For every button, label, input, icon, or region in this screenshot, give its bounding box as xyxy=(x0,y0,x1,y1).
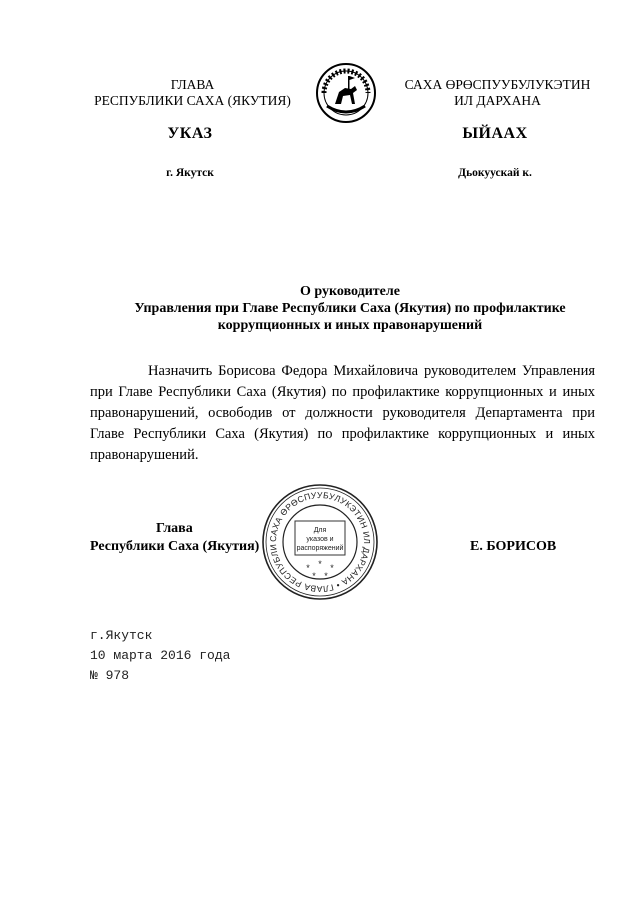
city-left: г. Якутск xyxy=(166,167,214,179)
footer-place: г.Якутск xyxy=(90,628,153,643)
stamp-seal-icon xyxy=(261,483,379,601)
stamp-center-line1: Для xyxy=(313,527,327,534)
official-stamp xyxy=(261,483,379,601)
body-paragraph: Назначить Борисова Федора Михайловича руководителем Управления при Главе Республики Саха (Якутия) по профилактике коррупционных и иных правонарушений, освободив от должности руководителя Департамента при Главе Республики Саха (Якутия) по профилактике коррупционных и иных правонарушений. xyxy=(90,363,595,463)
stamp-ring-text: САХА ӨРӨСПУУБУЛУКЭТИН ИЛ ДАРХАНА • ГЛАВА РЕСПУБЛИ xyxy=(267,489,373,595)
document-heading xyxy=(60,283,640,334)
stamp-star-icon: * xyxy=(330,563,334,573)
heading-line2: Управления при Главе Республики Саха (Якутия) по профилактике xyxy=(134,301,566,316)
header-left xyxy=(80,77,305,109)
title-right: ЫЙААХ xyxy=(462,125,528,142)
footer-number: № 978 xyxy=(90,668,130,683)
signature-position xyxy=(90,520,290,556)
header-left-line2: РЕСПУБЛИКИ САХА (ЯКУТИЯ) xyxy=(94,93,291,108)
header-left-line1: ГЛАВА xyxy=(170,77,215,92)
stamp-center-line2: указов и xyxy=(306,536,334,543)
stamp-star-icon: * xyxy=(318,559,322,569)
emblem-icon xyxy=(315,62,377,124)
stamp-star-icon: * xyxy=(312,571,316,581)
stamp-center-line3: распоряжений xyxy=(296,545,344,552)
header-right-line1: САХА ӨРӨСПУУБУЛУКЭТИН xyxy=(404,77,591,92)
signature-position-line1: Глава xyxy=(156,521,193,536)
city-right: Дьокуускай к. xyxy=(458,167,532,179)
signature-name: Е. БОРИСОВ xyxy=(470,539,557,554)
stamp-star-icon: * xyxy=(306,563,310,573)
signature-position-line2: Республики Саха (Якутия) xyxy=(90,539,260,554)
coat-of-arms-emblem xyxy=(315,62,377,124)
document-body xyxy=(90,361,595,466)
document-footer xyxy=(90,626,330,686)
heading-line3: коррупционных и иных правонарушений xyxy=(217,318,483,333)
stamp-star-icon: * xyxy=(324,571,328,581)
header-right xyxy=(385,77,610,109)
header-right-line2: ИЛ ДАРХАНА xyxy=(454,93,541,108)
footer-date: 10 марта 2016 года xyxy=(90,648,231,663)
heading-line1: О руководителе xyxy=(300,284,400,299)
title-left: УКАЗ xyxy=(167,125,213,142)
